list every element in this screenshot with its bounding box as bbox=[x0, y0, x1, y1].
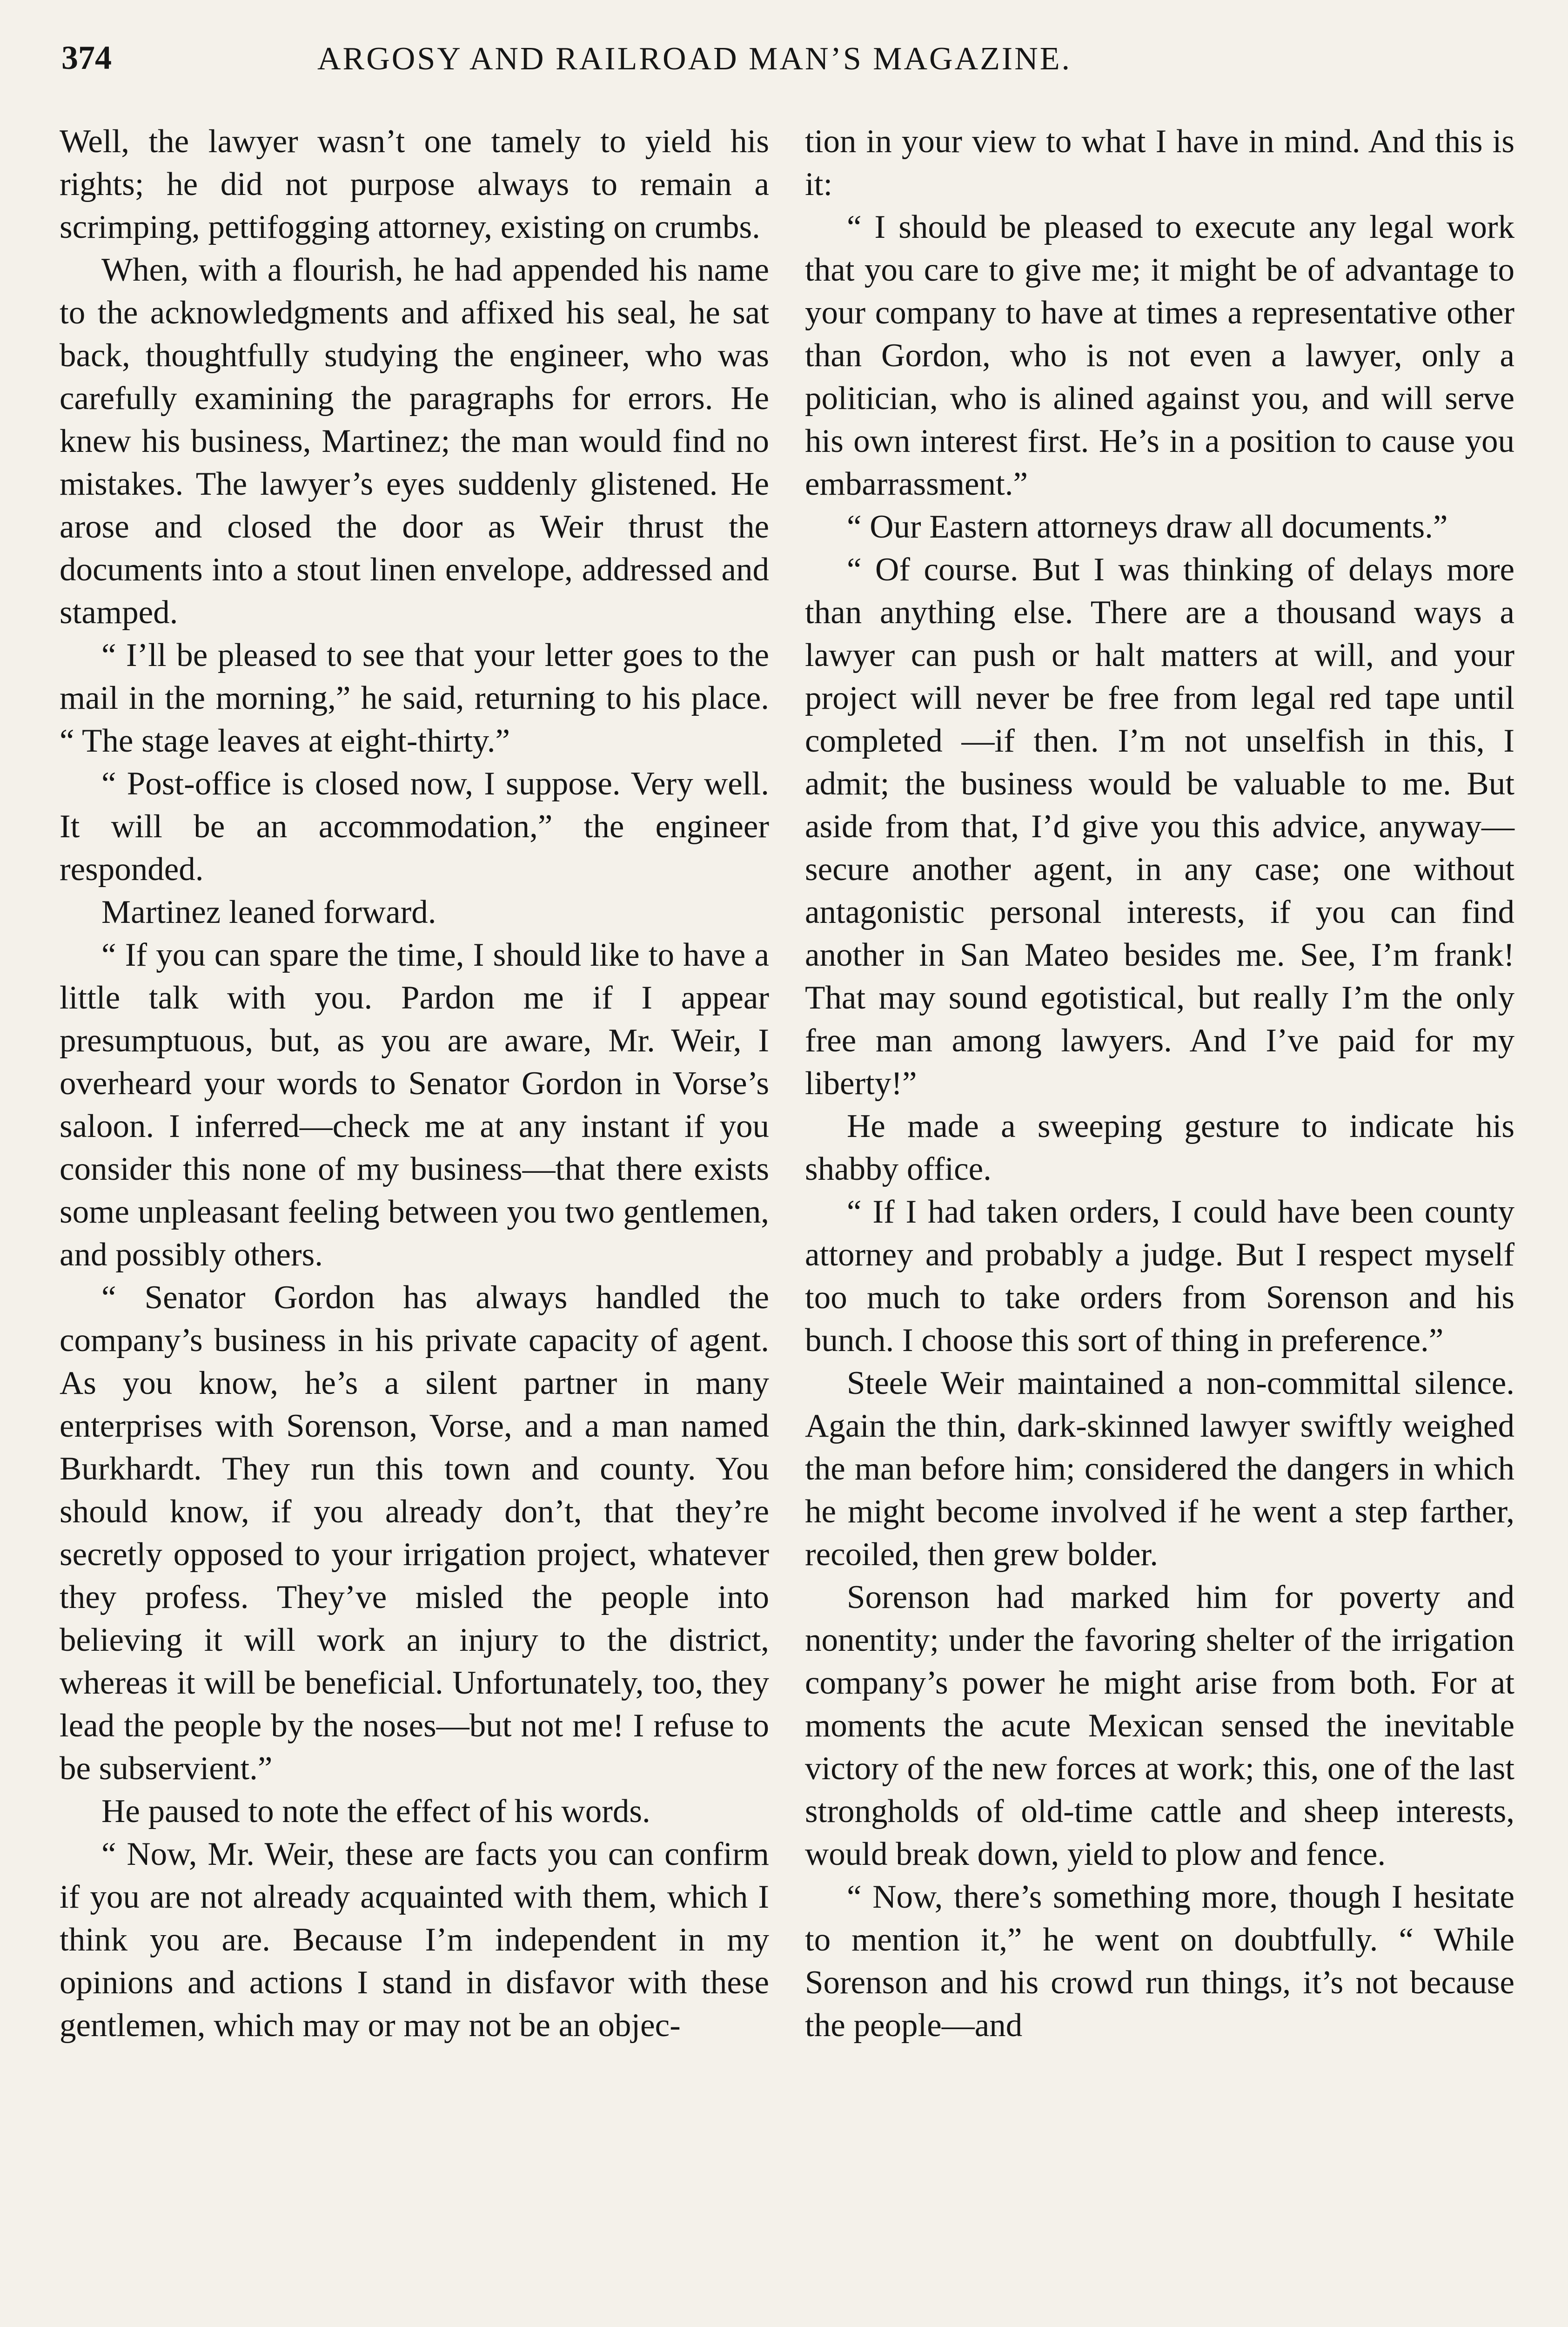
paragraph: He paused to note the effect of his words. bbox=[101, 1793, 650, 1829]
paragraph: Martinez leaned forward. bbox=[101, 894, 436, 930]
right-column bbox=[805, 120, 1514, 2047]
paragraph: “ Our Eastern attorneys draw all documents.” bbox=[847, 509, 1448, 545]
paragraph: “ If I had taken orders, I could have been county attorney and probably a judge. But I respect myself too much to take orders from Sorenson and his bunch. I choose this sort of thing in preference.” bbox=[805, 1194, 1514, 1359]
paragraph: Sorenson had marked him for poverty and nonentity; under the favoring shelter of the irrigation company’s power he might arise from both. For at moments the acute Mexican sensed the inevitable victory of the new forces at work; this, one of the last strongholds of old-time cattle and sheep interests, would break down, yield to plow and fence. bbox=[805, 1579, 1514, 1872]
paragraph: When, with a flourish, he had appended his name to the acknowledgments and affixed his seal, he sat back, thoughtfully studying the engineer, who was carefully examining the paragraphs for errors. He knew his business, Martinez; the man would find no mistakes. The lawyer’s eyes suddenly glistened. He arose and closed the door as Weir thrust the documents into a stout linen envelope, addressed and stamped. bbox=[60, 252, 769, 631]
paragraph: “ Post-office is closed now, I suppose. Very well. It will be an accommodation,” the engineer responded. bbox=[60, 766, 769, 888]
page-number: 374 bbox=[61, 39, 112, 76]
paragraph: “ I’ll be pleased to see that your letter goes to the mail in the morning,” he said, returning to his place. “ The stage leaves at eight-thirty.” bbox=[60, 637, 769, 759]
paragraph: “ Now, Mr. Weir, these are facts you can confirm if you are not already acquainted with them, which I think you are. Because I’m independent in my opinions and actions I stand in disfavor with these gentlemen, which may or may not be an objec- bbox=[60, 1836, 769, 2044]
paragraph: “ Senator Gordon has always handled the company’s business in his private capacity of agent. As you know, he’s a silent partner in many enterprises with Sorenson, Vorse, and a man named Burkhardt. They run this town and county. You should know, if you already don’t, that they’re secretly opposed to your irrigation project, whatever they profess. They’ve misled the people into believing it will work an injury to the district, whereas it will be beneficial. Unfortunately, too, they lead the people by the noses—but not me! I refuse to be subservient.” bbox=[60, 1279, 769, 1787]
paragraph: “ I should be pleased to execute any legal work that you care to give me; it might be of advantage to your company to have at times a representative other than Gordon, who is not even a lawyer, only a politician, who is alined against you, and will serve his own interest first. He’s in a position to cause you embarrassment.” bbox=[805, 209, 1514, 502]
left-column bbox=[60, 120, 769, 2047]
page-header bbox=[61, 36, 1257, 101]
paragraph: tion in your view to what I have in mind. And this is it: bbox=[805, 123, 1514, 202]
paragraph: “ Of course. But I was thinking of delays more than anything else. There are a thousand ways a lawyer can push or halt matters at will, and your project will never be free from legal red tape until completed —if then. I’m not unselfish in this, I admit; the business would be valuable to me. But aside from that, I’d give you this advice, anyway—secure another agent, in any case; one without antagonistic personal interests, if you can find another in San Mateo besides me. See, I’m frank! That may sound egotistical, but really I’m the only free man among lawyers. And I’ve paid for my liberty!” bbox=[805, 551, 1514, 1102]
paragraph: “ If you can spare the time, I should like to have a little talk with you. Pardon me if I appear presumptuous, but, as you are aware, Mr. Weir, I overheard your words to Senator Gordon in Vorse’s saloon. I inferred—check me at any instant if you consider this none of my business—that there exists some unpleasant feeling between you two gentlemen, and possibly others. bbox=[60, 937, 769, 1273]
paragraph: He made a sweeping gesture to indicate his shabby office. bbox=[805, 1108, 1514, 1187]
paragraph: Steele Weir maintained a non-committal silence. Again the thin, dark-skinned lawyer swiftly weighed the man before him; considered the dangers in which he might become involved if he went a step farther, recoiled, then grew bolder. bbox=[805, 1365, 1514, 1573]
running-head: ARGOSY AND RAILROAD MAN’S MAGAZINE. bbox=[317, 41, 1072, 77]
paragraph: Well, the lawyer wasn’t one tamely to yield his rights; he did not purpose always to remain a scrimping, pettifogging attorney, existing on crumbs. bbox=[60, 123, 769, 245]
paragraph: “ Now, there’s something more, though I hesitate to mention it,” he went on doubtfully. “ While Sorenson and his crowd run things, it’s not because the people—and bbox=[805, 1879, 1514, 2044]
